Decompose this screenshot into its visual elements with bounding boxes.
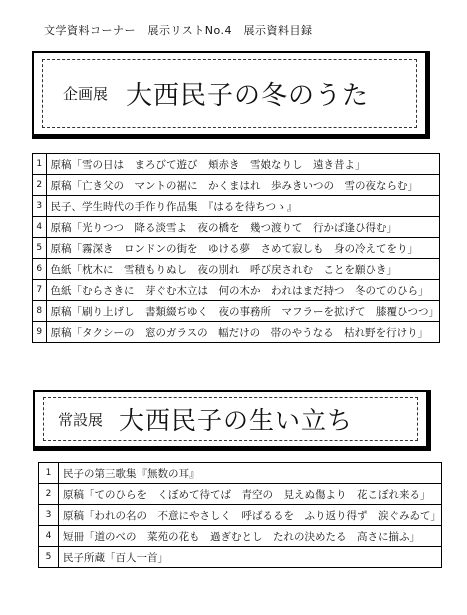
item-number: 4 — [39, 526, 59, 547]
permanent-exhibit-title: 大西民子の生い立ち — [119, 406, 354, 435]
item-number: 2 — [33, 175, 47, 196]
table-row — [39, 505, 442, 526]
item-number: 3 — [39, 505, 59, 526]
item-text: 色紙「枕木に 雪積もりぬし 夜の別れ 呼び戻されむ ことを願ひき」 — [46, 259, 440, 280]
item-text: 原稿「刷り上げし 書類綴ぢゆく 夜の事務所 マフラーを拡げて 膝覆ひつつ」 — [46, 301, 440, 322]
special-exhibit-label: 企画展 — [63, 85, 109, 103]
item-text: 民子所蔵「百人一首」 — [59, 547, 442, 568]
special-exhibit-list — [32, 153, 440, 343]
special-exhibit-title: 大西民子の冬のうた — [126, 81, 370, 111]
item-number: 2 — [39, 484, 59, 505]
permanent-exhibit-banner — [33, 390, 431, 451]
table-row — [33, 175, 440, 196]
item-text: 原稿「われの名の 不意にやさしく 呼ばるるを ふり返り得ず 涙ぐみゐて」 — [59, 505, 442, 526]
page-header: 文学資料コーナー 展示リストNo.4 展示資料目録 — [44, 24, 313, 37]
table-row — [33, 322, 440, 343]
item-number: 4 — [33, 217, 47, 238]
item-text: 原稿「雪の日は まろびて遊び 頬赤き 雪娘なりし 遠き昔よ」 — [46, 154, 440, 175]
permanent-exhibit-banner-inner — [43, 397, 418, 441]
item-text: 短冊「道のべの 菜苑の花も 過ぎむとし たれの決めたる 高さに揃ふ」 — [59, 526, 442, 547]
item-text: 原稿「タクシーの 窓のガラスの 幅だけの 帯のやうなる 枯れ野を行けり」 — [46, 322, 440, 343]
item-number: 8 — [33, 301, 47, 322]
item-text: 民子、学生時代の手作り作品集 『はるを待ちつゝ』 — [46, 196, 440, 217]
item-number: 6 — [33, 259, 47, 280]
table-row — [33, 259, 440, 280]
table-row — [33, 196, 440, 217]
item-text: 民子の第三歌集『無数の耳』 — [59, 463, 442, 484]
permanent-exhibit-list — [38, 462, 442, 568]
item-number: 5 — [33, 238, 47, 259]
item-number: 3 — [33, 196, 47, 217]
item-text: 原稿「霧深き ロンドンの街を ゆける夢 さめて寂しも 身の冷えてをり」 — [46, 238, 440, 259]
table-row — [33, 217, 440, 238]
item-text: 原稿「亡き父の マントの裾に かくまはれ 歩みきいつの 雪の夜ならむ」 — [46, 175, 440, 196]
item-number: 7 — [33, 280, 47, 301]
item-number: 9 — [33, 322, 47, 343]
item-text: 原稿「てのひらを くぼめて待てば 青空の 見えぬ傷より 花こぼれ来る」 — [59, 484, 442, 505]
table-row — [33, 154, 440, 175]
table-row — [39, 463, 442, 484]
item-number: 1 — [33, 154, 47, 175]
table-row — [33, 301, 440, 322]
permanent-exhibit-label: 常設展 — [58, 410, 104, 429]
item-number: 5 — [39, 547, 59, 568]
table-row — [33, 238, 440, 259]
item-text: 原稿「光りつつ 降る淡雪よ 夜の橋を 幾つ渡りて 行かば逢ひ得む」 — [46, 217, 440, 238]
item-text: 色紙「むらさきに 芽ぐむ木立は 何の木か われはまだ持つ 冬のてのひら」 — [46, 280, 440, 301]
table-row — [39, 484, 442, 505]
item-number: 1 — [39, 463, 59, 484]
table-row — [39, 547, 442, 568]
table-row — [39, 526, 442, 547]
special-exhibit-banner-inner — [42, 59, 417, 128]
table-row — [33, 280, 440, 301]
special-exhibit-banner — [32, 51, 430, 139]
